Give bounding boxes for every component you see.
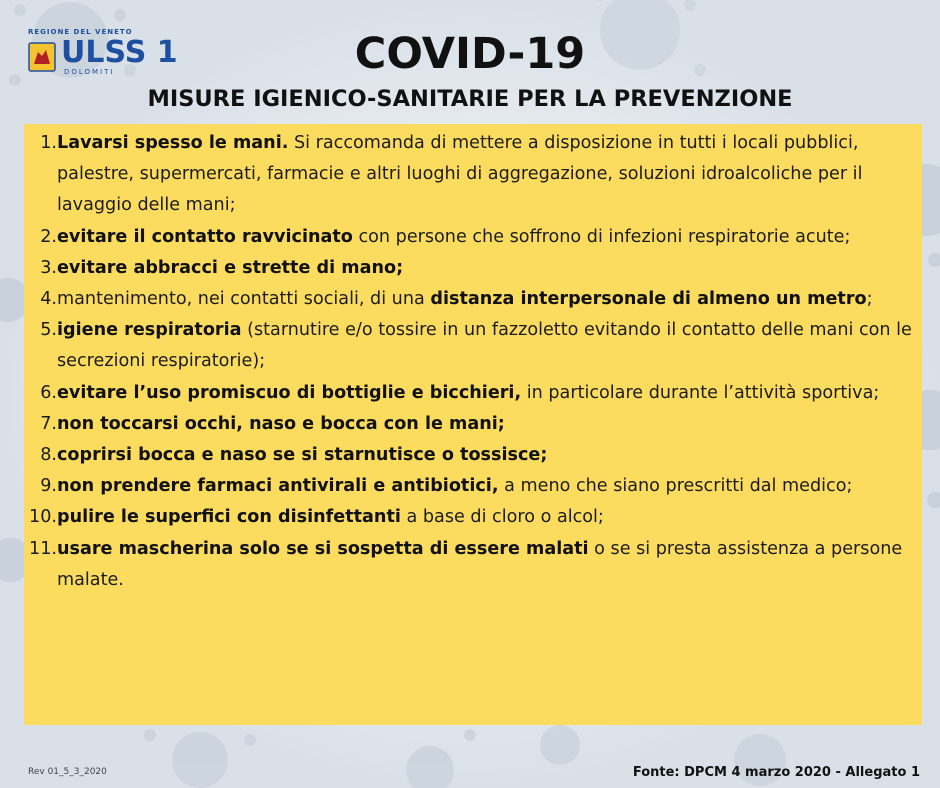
item-bold-text: non prendere farmaci antivirali e antibiotici, xyxy=(57,476,499,497)
item-text: o se si presta assistenza a persone malate. xyxy=(57,538,903,590)
list-item xyxy=(0,253,940,284)
list-item xyxy=(0,128,940,222)
item-text: ; xyxy=(866,289,873,310)
list-item xyxy=(0,534,940,596)
item-number: 1. xyxy=(40,133,57,153)
list-item xyxy=(0,222,940,253)
page-title: COVID-19 xyxy=(354,29,586,79)
list-item xyxy=(0,284,940,315)
item-text: a base di cloro o alcol; xyxy=(400,507,604,528)
measures-list xyxy=(0,128,940,596)
source-label: Fonte: DPCM 4 marzo 2020 - Allegato 1 xyxy=(632,765,920,780)
item-text: Si raccomanda di mettere a disposizione in tutti i locali pubblici, palestre, supermercati, farmacie e altri luoghi di aggregazione, soluzioni idroalcoliche per il lavaggio delle mani; xyxy=(57,133,863,216)
list-item xyxy=(0,315,940,377)
item-bold-text: evitare il contatto ravvicinato xyxy=(57,226,353,247)
item-number: 3. xyxy=(40,257,57,278)
list-item xyxy=(0,378,940,409)
item-number: 11. xyxy=(29,538,57,559)
item-number: 5. xyxy=(40,320,57,341)
logo-area-text: DOLOMITI xyxy=(64,68,115,76)
item-number: 7. xyxy=(40,413,57,434)
list-item xyxy=(0,471,940,502)
item-number: 9. xyxy=(40,476,57,497)
item-number: 2. xyxy=(40,226,57,247)
list-item xyxy=(0,502,940,533)
item-bold-text: pulire le superfici con disinfettanti xyxy=(57,507,401,528)
item-bold-text: non toccarsi occhi, naso e bocca con le mani; xyxy=(57,413,505,434)
item-bold-text: evitare abbracci e strette di mano; xyxy=(57,257,404,278)
item-bold-text: igiene respiratoria xyxy=(57,320,242,341)
item-pre-text: mantenimento, nei contatti sociali, di una xyxy=(57,289,431,310)
item-text: (starnutire e/o tossire in un fazzoletto evitando il contatto delle mani con le secrezioni respiratorie); xyxy=(57,320,912,372)
list-item xyxy=(0,409,940,440)
list-item xyxy=(0,440,940,471)
item-number: 6. xyxy=(40,382,57,403)
item-bold-text: usare mascherina solo se si sospetta di essere malati xyxy=(57,538,589,559)
item-bold-text: coprirsi bocca e naso se si starnutisce o tossisce; xyxy=(57,445,548,466)
item-bold-text: Lavarsi spesso le mani. xyxy=(57,133,289,153)
item-bold-text: evitare l’uso promiscuo di bottiglie e bicchieri, xyxy=(57,382,522,403)
page-subtitle: MISURE IGIENICO-SANITARIE PER LA PREVENZIONE xyxy=(147,86,793,112)
item-bold-text: distanza interpersonale di almeno un metro xyxy=(430,289,867,310)
logo-name-text: ULSS 1 xyxy=(61,35,178,70)
item-number: 4. xyxy=(40,289,57,310)
revision-label: Rev 01_5_3_2020 xyxy=(28,767,107,777)
item-number: 10. xyxy=(29,507,57,528)
item-number: 8. xyxy=(40,445,57,466)
logo-region-text: REGIONE DEL VENETO xyxy=(28,28,133,36)
item-text: con persone che soffrono di infezioni respiratorie acute; xyxy=(352,226,851,247)
item-text: a meno che siano prescritti dal medico; xyxy=(498,476,853,497)
item-text: in particolare durante l’attività sportiva; xyxy=(521,382,880,403)
